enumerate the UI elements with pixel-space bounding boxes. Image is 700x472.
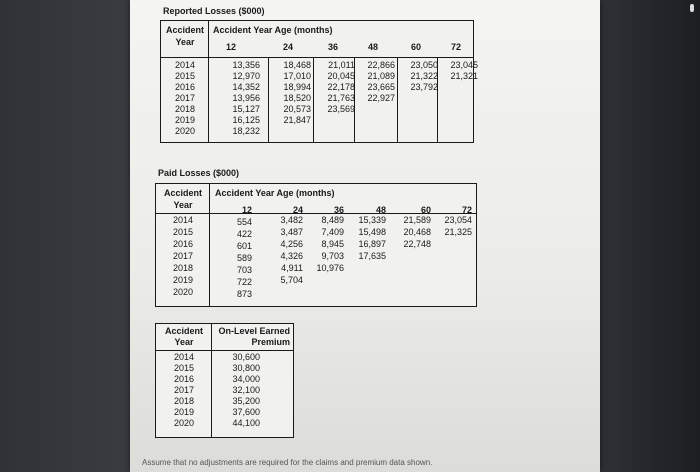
accident-year-header: Year (173, 200, 193, 210)
age-column-header: 60 (410, 42, 421, 52)
accident-year-cell: 2015 (174, 71, 196, 81)
loss-value-cell: 23,569 (327, 104, 355, 114)
accident-year-header: Year (174, 337, 194, 347)
accident-year-cell: 2017 (172, 251, 194, 261)
accident-year-cell: 2020 (172, 287, 194, 297)
loss-value-cell: 22,748 (403, 239, 431, 249)
loss-value-cell: 15,498 (358, 227, 386, 237)
age-column-header: 24 (292, 205, 303, 215)
premium-value-cell: 35,200 (232, 396, 260, 406)
loss-value-cell: 8,489 (321, 215, 344, 225)
loss-value-cell: 3,482 (280, 215, 303, 225)
loss-value-cell: 4,911 (281, 263, 303, 273)
loss-value-cell: 21,089 (367, 71, 395, 81)
loss-value-cell: 13,956 (232, 93, 260, 103)
column-divider (209, 184, 210, 306)
age-column-header: 48 (375, 205, 386, 215)
premium-value-cell: 44,100 (232, 418, 260, 428)
accident-year-cell: 2015 (172, 227, 194, 237)
loss-value-cell: 23,665 (367, 82, 395, 92)
age-column-header: 48 (367, 42, 378, 52)
loss-value-cell: 17,010 (283, 71, 311, 81)
paid-losses-title: Paid Losses ($000) (158, 168, 240, 178)
age-column-header: 24 (282, 42, 293, 52)
loss-value-cell: 9,703 (321, 251, 344, 261)
accident-year-header: Accident (164, 326, 203, 336)
column-divider (313, 57, 314, 142)
accident-year-cell: 2017 (174, 93, 196, 103)
loss-value-cell: 21,589 (403, 215, 431, 225)
column-divider (268, 57, 269, 142)
loss-value-cell: 21,321 (450, 71, 478, 81)
footnote: Assume that no adjustments are required for the claims and premium data shown. (142, 458, 433, 467)
age-header: Accident Year Age (months) (215, 188, 335, 198)
age-header: Accident Year Age (months) (213, 25, 333, 35)
loss-value-cell: 21,763 (327, 93, 355, 103)
accident-year-cell: 2014 (174, 60, 196, 70)
accident-year-header: Accident (163, 188, 202, 198)
accident-year-cell: 2019 (174, 115, 196, 125)
loss-value-cell: 5,704 (280, 275, 303, 285)
loss-value-cell: 23,045 (450, 60, 478, 70)
accident-year-header: Year (175, 37, 195, 47)
loss-value-cell: 17,635 (358, 251, 386, 261)
loss-value-cell: 18,520 (283, 93, 311, 103)
accident-year-cell: 2020 (174, 126, 196, 136)
loss-value-cell: 18,232 (232, 126, 260, 136)
age-column-header: 12 (241, 205, 252, 215)
header-divider (161, 57, 473, 58)
loss-value-cell: 20,468 (403, 227, 431, 237)
premium-table (155, 323, 294, 438)
accident-year-cell: 2018 (174, 104, 196, 114)
loss-value-cell: 23,050 (410, 60, 438, 70)
loss-value-cell: 15,339 (358, 215, 386, 225)
photo-background-right (598, 0, 700, 472)
accident-year-cell: 2020 (173, 418, 195, 428)
premium-value-cell: 34,000 (232, 374, 260, 384)
loss-value-cell: 16,125 (232, 115, 260, 125)
age-column-header: 60 (420, 205, 431, 215)
loss-value-cell: 703 (236, 265, 252, 275)
loss-value-cell: 10,976 (316, 263, 344, 273)
column-divider (211, 324, 212, 437)
accident-year-cell: 2016 (172, 239, 194, 249)
loss-value-cell: 20,573 (283, 104, 311, 114)
accident-year-header: Accident (165, 25, 204, 35)
loss-value-cell: 12,970 (232, 71, 260, 81)
header-divider (156, 350, 293, 351)
loss-value-cell: 23,792 (410, 82, 438, 92)
loss-value-cell: 722 (236, 277, 252, 287)
accident-year-cell: 2019 (173, 407, 195, 417)
loss-value-cell: 22,866 (367, 60, 395, 70)
accident-year-cell: 2017 (173, 385, 195, 395)
loss-value-cell: 14,352 (232, 82, 260, 92)
loss-value-cell: 3,487 (280, 227, 303, 237)
loss-value-cell: 23,054 (444, 215, 472, 225)
loss-value-cell: 8,945 (321, 239, 344, 249)
premium-value-cell: 37,600 (232, 407, 260, 417)
loss-value-cell: 422 (236, 229, 252, 239)
age-column-header: 12 (225, 42, 236, 52)
loss-value-cell: 554 (236, 217, 252, 227)
age-column-header: 36 (327, 42, 338, 52)
photo-background-left (0, 0, 130, 472)
loss-value-cell: 589 (236, 253, 252, 263)
loss-value-cell: 13,356 (232, 60, 260, 70)
premium-value-cell: 30,600 (232, 352, 260, 362)
loss-value-cell: 18,994 (283, 82, 311, 92)
loss-value-cell: 18,468 (283, 60, 311, 70)
reported-losses-title: Reported Losses ($000) (163, 6, 265, 16)
loss-value-cell: 4,256 (280, 239, 303, 249)
accident-year-cell: 2014 (172, 215, 194, 225)
loss-value-cell: 21,322 (410, 71, 438, 81)
loss-value-cell: 20,045 (327, 71, 355, 81)
premium-header: On-Level Earned (218, 326, 290, 336)
loss-value-cell: 873 (236, 289, 252, 299)
accident-year-cell: 2019 (172, 275, 194, 285)
column-divider (208, 21, 209, 142)
loss-value-cell: 22,178 (327, 82, 355, 92)
status-indicator (690, 4, 694, 12)
loss-value-cell: 16,897 (358, 239, 386, 249)
paid-losses-table (155, 183, 477, 307)
accident-year-cell: 2016 (173, 374, 195, 384)
reported-losses-table (160, 20, 478, 143)
loss-value-cell: 15,127 (232, 104, 260, 114)
accident-year-cell: 2015 (173, 363, 195, 373)
loss-value-cell: 21,011 (328, 60, 355, 70)
accident-year-cell: 2018 (173, 396, 195, 406)
age-column-header: 72 (461, 205, 472, 215)
premium-value-cell: 30,800 (232, 363, 260, 373)
loss-value-cell: 7,409 (321, 227, 344, 237)
loss-value-cell: 22,927 (367, 93, 395, 103)
loss-value-cell: 21,325 (444, 227, 472, 237)
loss-value-cell: 601 (236, 241, 252, 251)
loss-value-cell: 4,326 (280, 251, 303, 261)
loss-value-cell: 21,847 (283, 115, 311, 125)
accident-year-cell: 2014 (173, 352, 195, 362)
accident-year-cell: 2018 (172, 263, 194, 273)
age-column-header: 72 (450, 42, 461, 52)
premium-header: Premium (251, 337, 290, 347)
age-column-header: 36 (333, 205, 344, 215)
premium-value-cell: 32,100 (232, 385, 260, 395)
accident-year-cell: 2016 (174, 82, 196, 92)
